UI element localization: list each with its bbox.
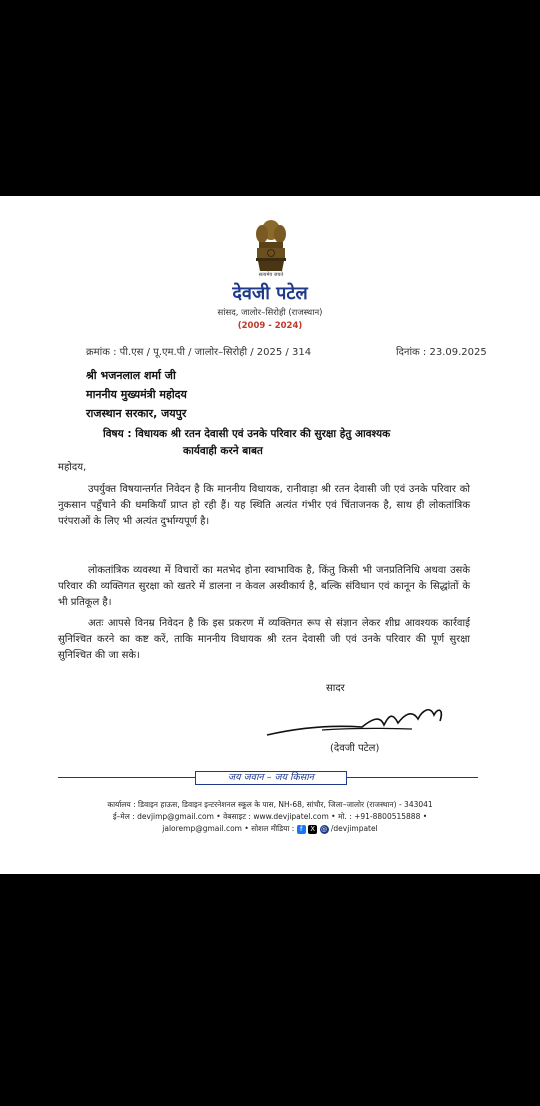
- paragraph-2: [58, 563, 470, 611]
- closing: सादर: [326, 683, 345, 694]
- reference-date-label: दिनांक :: [396, 347, 427, 358]
- reference-number-label: क्रमांक :: [86, 347, 117, 358]
- salutation: महोदय,: [58, 462, 87, 473]
- facebook-icon: f: [297, 825, 306, 834]
- subject: [103, 426, 463, 460]
- letterhead-name: देवजी पटेल: [232, 283, 308, 304]
- footer-contact: ई–मेल : devjimp@gmail.com • वेबसाइट : www.devjipatel.com • मो. : +91-8800515888 •: [112, 812, 428, 821]
- footer-email-2: jaloremp@gmail.com • सोशल मीडिया :: [162, 824, 295, 833]
- subject-line-1: विषय : विधायक श्री रतन देवासी एवं उनके परिवार की सुरक्षा हेतु आवश्यक: [103, 428, 391, 440]
- letterhead-subtitle: सांसद, जालोर–सिरोही (राजस्थान): [217, 308, 323, 318]
- letterhead-years: (2009 - 2024): [237, 321, 303, 331]
- paragraph-2-text: लोकतांत्रिक व्यवस्था में विचारों का मतभेद होना स्वाभाविक है, किंतु किसी भी जनप्रतिनिधि अथवा उसके परिवार की व्यक्तिगत सुरक्षा को खतरे में डालना न केवल अस्वीकार्य है, बल्कि संविधान एवं कानून के सिद्धांतों के भी प्रतिकूल है।: [58, 565, 470, 608]
- addressee-line-1: श्री भजनलाल शर्मा जी: [86, 369, 176, 382]
- paragraph-1-text: उपर्युक्त विषयान्तर्गत निवेदन है कि माननीय विधायक, रानीवाड़ा श्री रतन देवासी जी एवं उनके परिवार को नुकसान पहुँचाने की धमकियाँ प्राप्त हो रही हैं। यह स्थिति अत्यंत गंभीर एवं चिंताजनक है, साथ ही लोकतांत्रिक परंपराओं के लिए भी अत्यंत दुर्भाग्यपूर्ण है।: [58, 484, 470, 527]
- paragraph-3-text: अतः आपसे विनम्र निवेदन है कि इस प्रकरण में व्यक्तिगत रूप से संज्ञान लेकर शीघ्र आवश्यक कार्रवाई सुनिश्चित करने का कष्ट करें, ताकि माननीय विधायक श्री रतन देवासी जी एवं उनके परिवार की पूर्ण सुरक्षा सुनिश्चित की जा सके।: [58, 618, 470, 661]
- instagram-icon: ◎: [320, 824, 328, 833]
- letter-page: [0, 196, 540, 874]
- reference-date: [396, 344, 487, 358]
- addressee-line-2: माननीय मुख्यमंत्री महोदय: [86, 388, 187, 401]
- footer-slogan: जय जवान – जय किसान: [195, 771, 347, 785]
- signatory-name: (देवजी पटेल): [330, 743, 380, 754]
- addressee-line-3: राजस्थान सरकार, जयपुर: [86, 407, 187, 420]
- reference-date-value: 23.09.2025: [429, 347, 487, 358]
- footer-social-handle: /devjimpatel: [330, 824, 378, 833]
- footer-office-address: कार्यालय : डिवाइन हाऊस, डिवाइन इन्टरनेशनल स्कूल के पास, NH-68, सांचौर, जिला–जालोर (राजस्थान) - 343041: [107, 800, 433, 809]
- paragraph-1: [58, 482, 470, 530]
- paragraph-3: [58, 616, 470, 664]
- subject-line-2: कार्यवाही करने बाबत: [183, 445, 263, 457]
- footer-social: [20, 823, 520, 834]
- national-emblem-icon: [252, 216, 290, 278]
- reference-number-value: पी.एस / पू.एम.पी / जालोर–सिरोही / 2025 / 314: [119, 347, 312, 358]
- x-icon: X: [308, 825, 317, 834]
- emblem-motto: सत्यमेव जयते: [258, 272, 284, 278]
- reference-number: [86, 344, 311, 358]
